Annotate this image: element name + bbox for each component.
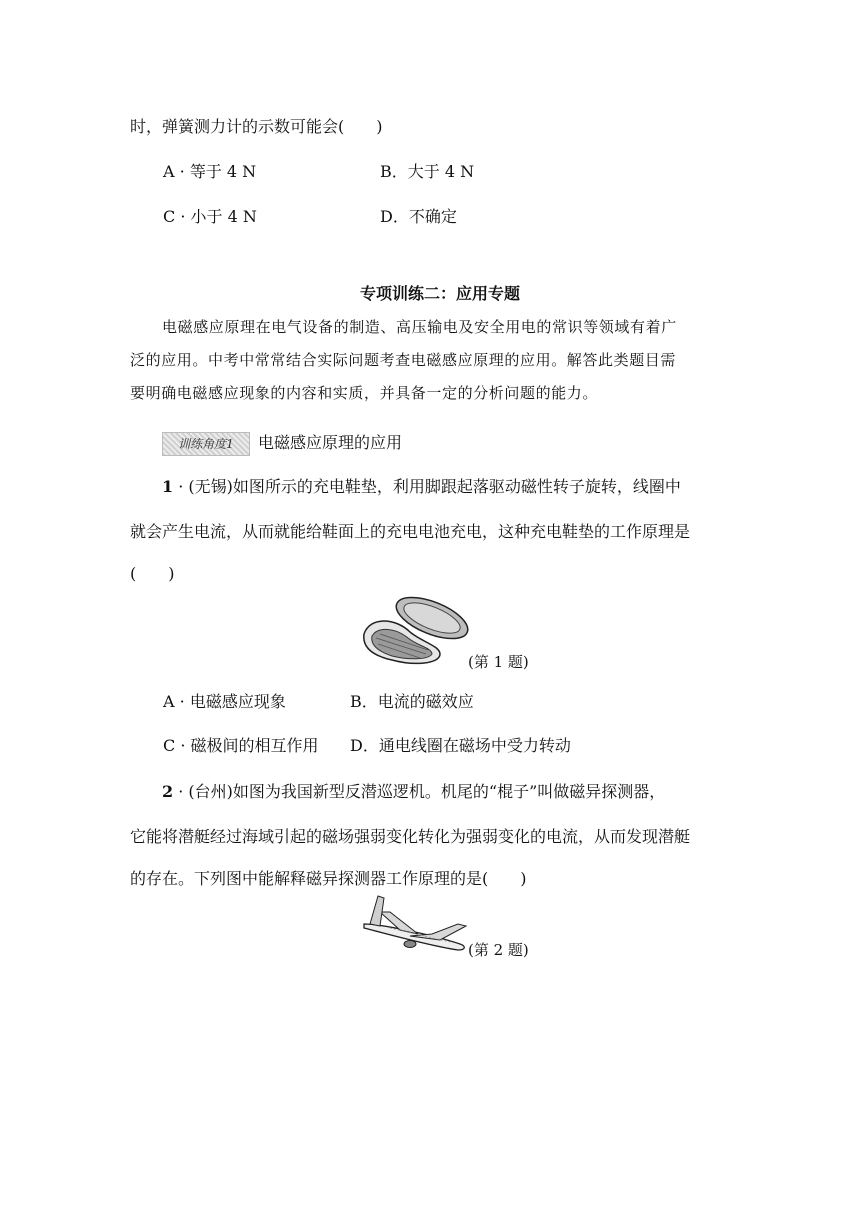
q2-number: 2	[162, 782, 174, 801]
q1-option-d: D．通电线圈在磁场中受力转动	[350, 736, 571, 755]
q1-line-3: ( )	[130, 564, 175, 583]
option-b: B．大于 4 N	[380, 162, 475, 181]
q1-text-1: · (无锡)如图所示的充电鞋垫，利用脚跟起落驱动磁性转子旋转，线圈中	[173, 477, 681, 496]
q2-text-1: · (台州)如图为我国新型反潜巡逻机。机尾的“棍子”叫做磁异探测器，	[173, 782, 666, 801]
subheading: 电磁感应原理的应用	[258, 433, 403, 452]
q1-option-c: C · 磁极间的相互作用	[163, 736, 319, 755]
q2-figure-caption: (第 2 题)	[468, 941, 529, 959]
q2-line-3: 的存在。下列图中能解释磁异探测器工作原理的是( )	[130, 869, 527, 888]
q1-option-b: B．电流的磁效应	[350, 692, 474, 711]
q2-line-1	[162, 781, 665, 803]
training-angle-badge: 训练角度1	[162, 432, 250, 456]
option-a: A · 等于 4 N	[163, 162, 257, 181]
q1-number: 1	[162, 477, 174, 496]
q1-line-1	[162, 476, 681, 498]
option-d: D．不确定	[380, 207, 457, 226]
intro-line-2: 泛的应用。中考中常常结合实际问题考查电磁感应原理的应用。解答此类题目需	[130, 351, 677, 369]
intro-line-1: 电磁感应原理在电气设备的制造、高压输电及安全用电的常识等领域有着广	[162, 318, 677, 336]
question-continuation: 时，弹簧测力计的示数可能会( )	[130, 117, 383, 136]
q2-line-2: 它能将潜艇经过海域引起的磁场强弱变化转化为强弱变化的电流，从而发现潜艇	[130, 827, 691, 846]
q1-figure-caption: (第 1 题)	[468, 653, 529, 671]
intro-line-3: 要明确电磁感应现象的内容和实质，并具备一定的分析问题的能力。	[130, 384, 599, 402]
option-c: C · 小于 4 N	[163, 207, 257, 226]
patrol-aircraft-figure	[360, 890, 468, 956]
charging-insole-figure	[356, 588, 472, 674]
section-title: 专项训练二：应用专题	[360, 284, 521, 303]
q1-option-a: A · 电磁感应现象	[163, 692, 286, 711]
q1-line-2: 就会产生电流，从而就能给鞋面上的充电电池充电，这种充电鞋垫的工作原理是	[130, 522, 691, 541]
